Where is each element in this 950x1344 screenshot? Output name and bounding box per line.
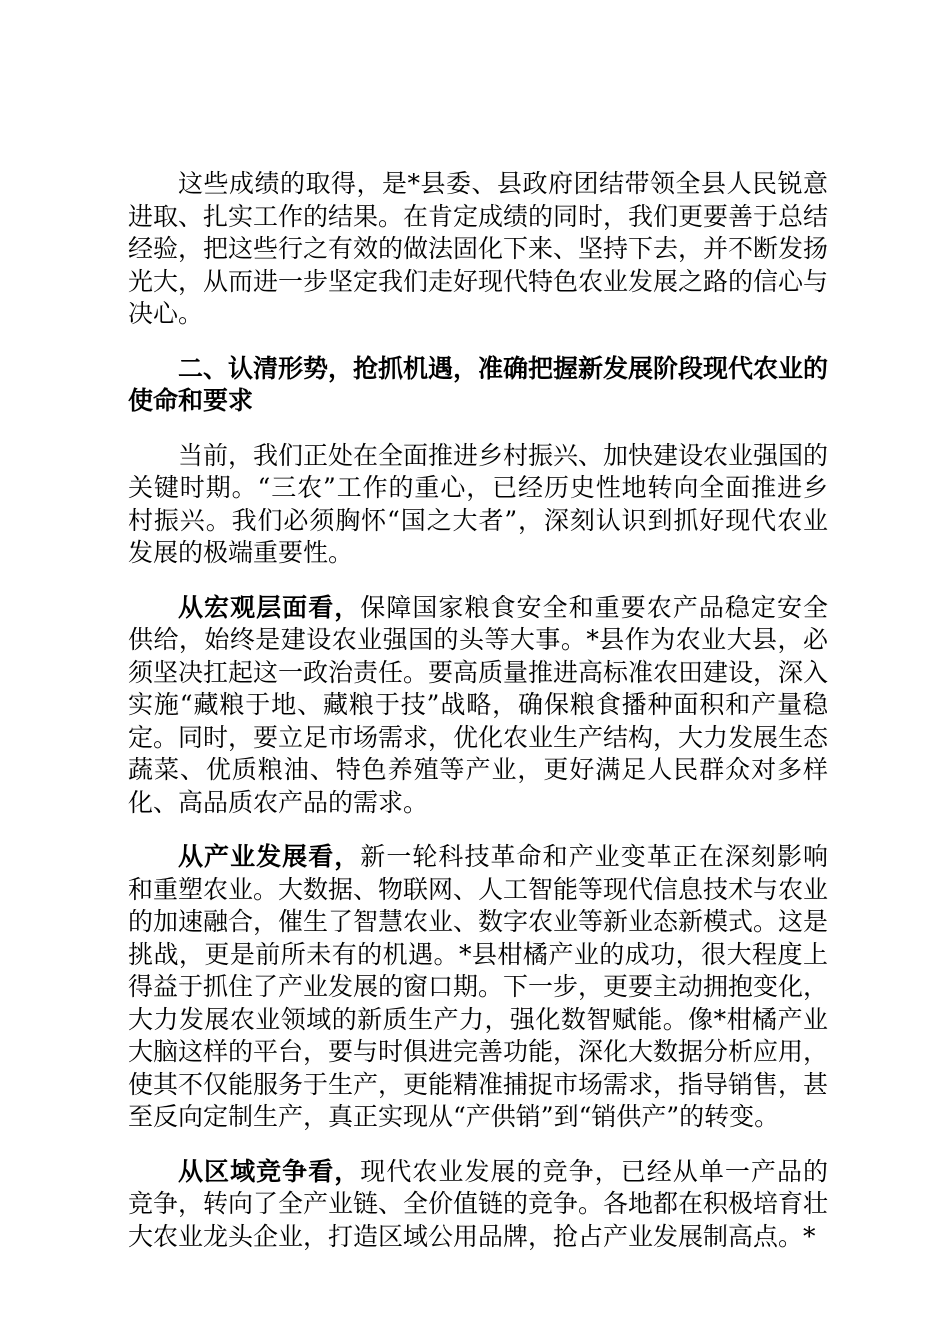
paragraph-macro-level [128,592,828,820]
paragraph-text: 现代农业发展的竞争，已经从单一产品的竞争，转向了全产业链、全价值链的竞争。各地都在积极培育壮大农业龙头企业，打造区域公用品牌，抢占产业发展制高点。* [128,1156,829,1251]
paragraph-industry-development [128,841,828,1134]
paragraph-text: 保障国家粮食安全和重要农产品稳定安全供给，始终是建设农业强国的头等大事。*县作为农业大县，必须坚决扛起这一政治责任。要高质量推进高标准农田建设，深入实施“藏粮于地、藏粮于技”战略，确保粮食播种面积和产量稳定。同时，要立足市场需求，优化农业生产结构，大力发展生态蔬菜、优质粮油、特色养殖等产业，更好满足人民群众对多样化、高品质农产品的需求。 [128,592,829,817]
paragraph-lead: 从区域竞争看， [178,1156,361,1186]
paragraph-regional-competition [128,1156,828,1254]
paragraph-current-situation [128,440,828,570]
paragraph-achievements [128,168,828,331]
paragraph-text: 新一轮科技革命和产业变革正在深刻影响和重塑农业。大数据、物联网、人工智能等现代信息技术与农业的加速融合，催生了智慧农业、数字农业等新业态新模式。这是挑战，更是前所未有的机遇。*县柑橘产业的成功，很大程度上得益于抓住了产业发展的窗口期。下一步，更要主动拥抱变化，大力发展农业领域的新质生产力，强化数智赋能。像*柑橘产业大脑这样的平台，要与时俱进完善功能，深化大数据分析应用，使其不仅能服务于生产，更能精准捕捉市场需求，指导销售，甚至反向定制生产，真正实现从“产供销”到“销供产”的转变。 [128,842,829,1131]
document-page [128,168,828,1275]
section-heading: 二、认清形势，抢抓机遇，准确把握新发展阶段现代农业的使命和要求 [128,353,829,415]
paragraph-lead: 从产业发展看， [178,842,361,871]
paragraph-lead: 从宏观层面看， [178,592,361,622]
paragraph-text: 这些成绩的取得，是*县委、县政府团结带领全县人民锐意进取、扎实工作的结果。在肯定成绩的同时，我们更要善于总结经验，把这些行之有效的做法固化下来、坚持下去，并不断发扬光大，从而进一步坚定我们走好现代特色农业发展之路的信心与决心。 [128,169,829,328]
paragraph-text: 当前，我们正处在全面推进乡村振兴、加快建设农业强国的关键时期。“三农”工作的重心，已经历史性地转向全面推进乡村振兴。我们必须胸怀“国之大者”，深刻认识到抓好现代农业发展的极端重要性。 [128,440,829,567]
